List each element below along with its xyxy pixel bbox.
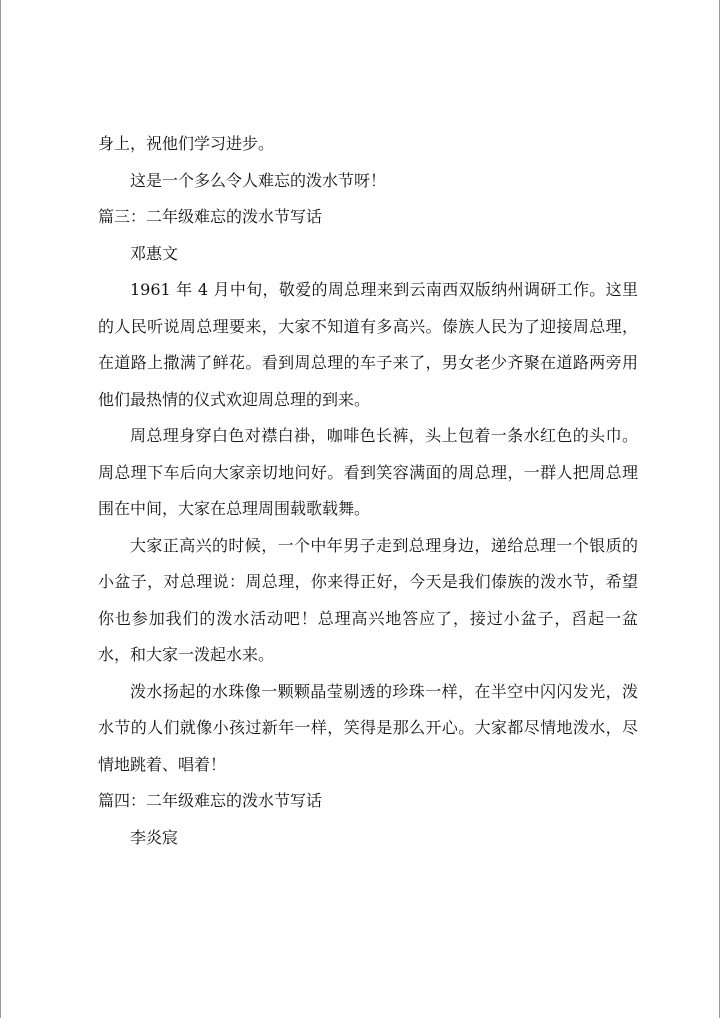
page-left-border: [0, 0, 1, 1018]
author-name-part-four: 李炎宸: [130, 827, 179, 847]
document-body: [98, 126, 638, 856]
section-heading-part-four: 篇四：二年级难忘的泼水节写话: [98, 791, 323, 810]
author-name-part-three: 邓惠文: [130, 243, 179, 263]
paragraph-closing-exclamation: 这是一个多么令人难忘的泼水节呀！: [130, 170, 387, 190]
paragraph-body-1: 1961 年 4 月中旬，敬爱的周总理来到云南西双版纳州调研工作。这里的人民听说周总理要来，大家不知道有多高兴。傣族人民为了迎接周总理，在道路上撒满了鲜花。看到周总理的车子来了，男女老少齐聚在道路两旁用他们最热情的仪式欢迎周总理的到来。: [98, 280, 638, 409]
paragraph-body-4: 泼水扬起的水珠像一颗颗晶莹剔透的珍珠一样，在半空中闪闪发光，泼水节的人们就像小孩过新年一样，笑得是那么开心。大家都尽情地泼水，尽情地跳着、唱着！: [98, 681, 638, 774]
paragraph-body-2: 周总理身穿白色对襟白褂，咖啡色长裤，头上包着一条水红色的头巾。周总理下车后向大家亲切地问好。看到笑容满面的周总理，一群人把周总理围在中间，大家在总理周围载歌载舞。: [98, 426, 638, 518]
section-heading-part-three: 篇三：二年级难忘的泼水节写话: [98, 207, 323, 226]
paragraph-continuation: 身上，祝他们学习进步。: [98, 134, 275, 153]
paragraph-body-3: 大家正高兴的时候，一个中年男子走到总理身边，递给总理一个银质的小盆子，对总理说：周总理，你来得正好，今天是我们傣族的泼水节，希望你也参加我们的泼水活动吧！总理高兴地答应了，接过小盆子，舀起一盆水，和大家一泼起水来。: [98, 535, 638, 664]
